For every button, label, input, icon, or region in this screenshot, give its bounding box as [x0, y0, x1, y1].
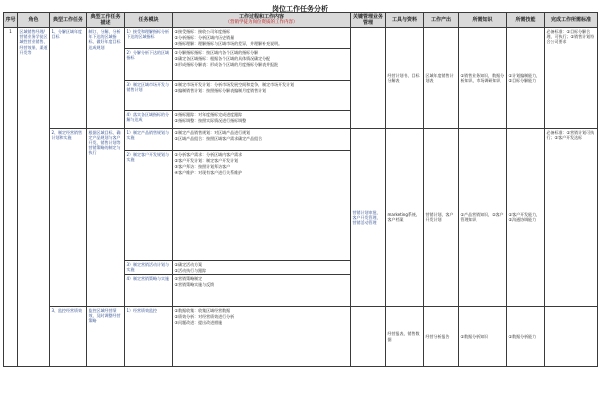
- header-role: 角色: [18, 13, 50, 28]
- list-item: ②指标调整：按照实际情况进行指标调整: [174, 117, 247, 123]
- header-key: 关键管理业务管理: [351, 13, 386, 28]
- list-item: ②确定各区域指标：根据各个区域的具体情况确定分配: [174, 55, 271, 61]
- header-output: 工作产出: [424, 13, 459, 28]
- task2-desc: 根据区域目标，确定产品规划与客户开发、销售计划等营销策略的制定与执行: [87, 128, 125, 306]
- list-item: ③指标理解：理解指标与区域市场的差异，并理解补充说明。: [174, 41, 283, 47]
- task1-desc: 制订、分解、分析年下达的区域指标，做好年度目标达成规划: [87, 28, 125, 129]
- task1-step2-name: 2）分解分析下达的区域指标: [125, 48, 173, 80]
- list-item: ②绩效分析：对经营绩效进行分析: [174, 314, 235, 320]
- seq-cell: 1: [4, 28, 18, 367]
- task2-step1-name: 1）制定产品销售规划与实施: [125, 128, 173, 150]
- task1-step3-items: [173, 80, 351, 110]
- task2-step2-items: [173, 150, 351, 260]
- header-process-sub: （营销学徒为岗位资质的工作内容）: [225, 20, 298, 25]
- task3-key: [351, 307, 386, 367]
- list-item: ②分析指标：分析区域内历史销量: [174, 35, 235, 41]
- task2-key: 营销计划审批、客户开发管理、营销活动管理: [351, 128, 386, 306]
- task1-name: 1、分解区域年度目标: [50, 28, 87, 129]
- task2-output: 营销计划、客户开发计划: [424, 128, 459, 306]
- task1-tools: 经营计划书、目标分解表: [386, 28, 424, 129]
- list-item: ①指标跟踪：对年度指标完成进度跟踪: [174, 111, 243, 117]
- task3-desc: 监控区域经营绩效，及时调整经营策略: [87, 307, 125, 367]
- list-item: ②活动执行与跟踪: [174, 267, 207, 273]
- task3-name: 3、监控经营绩效: [50, 307, 87, 367]
- list-item: ②区域产品组合：按照区域客户需求确定产品组合: [174, 135, 263, 141]
- header-process-label: 工作过程和工作内容: [238, 14, 284, 20]
- task2-step4-items: [173, 275, 351, 307]
- list-item: ③问题改进：提出改进措施: [174, 320, 223, 326]
- header-goal: 完成工作所需标准: [545, 13, 598, 28]
- task1-step1-name: 1）接受和理解指标分析下达的区域指标: [125, 28, 173, 49]
- list-item: ①分析客户需求：分析区域内客户需求: [174, 151, 243, 157]
- list-item: ②编制销售计划：按照指标分解表编制月度销售计划: [174, 87, 267, 93]
- task2-skills: ①客户开发能力，②沟通协调能力: [507, 128, 545, 306]
- header-typical-task: 典型工作任务: [50, 13, 87, 28]
- task2-knowledge: ①产品营销知识，②客户管理知识: [459, 128, 507, 306]
- task1-goal: 必备标准：①目标分解合理、可执行；②销售计划符合公司要求: [545, 28, 598, 129]
- task2-tools: marketing系统、客户档案: [386, 128, 424, 306]
- task1-step4-items: [173, 110, 351, 128]
- list-item: ④客户维护：对现有客户进行关系维护: [174, 170, 243, 176]
- task3-output: 经营分析报告: [424, 307, 459, 367]
- list-item: ③客户拜访：按照计划拜访客户: [174, 164, 231, 170]
- task3-step1-name: 1）经营绩效监控: [125, 307, 173, 367]
- task2-goal: 必备标准：①营销计划可执行；②客户开发达标: [545, 128, 598, 306]
- task-analysis-table: [3, 12, 598, 367]
- list-item: ③形成指标分解表：形成各个区域的月度指标分解表并报批: [174, 62, 279, 68]
- list-item: ①数据收集：收集区域经营数据: [174, 308, 231, 314]
- list-item: ①营销策略制定: [174, 276, 203, 282]
- task3-goal: [545, 307, 598, 367]
- header-subtask: 任务模块: [125, 13, 173, 28]
- list-item: ①接受指标：接收公司年度指标: [174, 29, 231, 34]
- table-row: [4, 128, 598, 150]
- task2-step4-name: 4）制定营销策略与实施: [125, 275, 173, 307]
- task1-step3-name: 3）制定区域市场开发与销售计划: [125, 80, 173, 110]
- task2-step3-name: 3）制定营销活动计划与实施: [125, 260, 173, 274]
- task3-step1-items: [173, 307, 351, 367]
- header-row: [4, 13, 598, 28]
- task1-output: 区域年度销售计划表: [424, 28, 459, 129]
- header-skills: 所需技能: [507, 13, 545, 28]
- list-item: ②客户开发计划：制定客户开发计划: [174, 157, 239, 163]
- list-item: ①分解指标指标：按区域内各个区域的指标分解: [174, 49, 259, 55]
- header-process: [173, 13, 351, 28]
- task2-step1-items: [173, 128, 351, 150]
- list-item: ①制定产品销售规划：对区域产品进行规划: [174, 129, 251, 135]
- header-knowledge: 所需知识: [459, 13, 507, 28]
- task1-step1-items: [173, 28, 351, 49]
- table-row: [4, 28, 598, 49]
- header-typical-desc: 典型工作任务描述: [87, 13, 125, 28]
- list-item: ①制定市场开发计划：分析市场发展空间和竞争，制定市场开发计划: [174, 81, 295, 87]
- document-title: 岗位工作任务分析: [272, 5, 328, 13]
- task3-skills: ①数据分析能力: [507, 307, 545, 367]
- task1-key: [351, 28, 386, 129]
- task3-knowledge: ①数据分析知识: [459, 307, 507, 367]
- header-seq: 序号: [4, 13, 18, 28]
- table-row: [4, 307, 598, 357]
- role-cell: 区域销售经理/营销业务学徒区域性营业销售、经营效果、渠道开发等: [18, 28, 50, 367]
- header-tools: 工具与资料: [386, 13, 424, 28]
- task1-step2-items: [173, 48, 351, 80]
- task2-step3-items: [173, 260, 351, 274]
- task1-step4-name: 4）落实各区域指标的分解与达成: [125, 110, 173, 128]
- task1-skills: ①计划编制能力，②目标分解能力: [507, 28, 545, 129]
- task2-name: 2、制定经营销售计划和实施: [50, 128, 87, 306]
- task3-tools: 经营报表、销售数据: [386, 307, 424, 367]
- list-item: ②营销策略实施与反馈: [174, 282, 215, 288]
- task1-knowledge: ①销售业务知识，数据分析知识、市场调研知识: [459, 28, 507, 129]
- list-item: ①确定活动方案: [174, 261, 203, 267]
- task2-step2-name: 2）制定客户开发规划与实施: [125, 150, 173, 260]
